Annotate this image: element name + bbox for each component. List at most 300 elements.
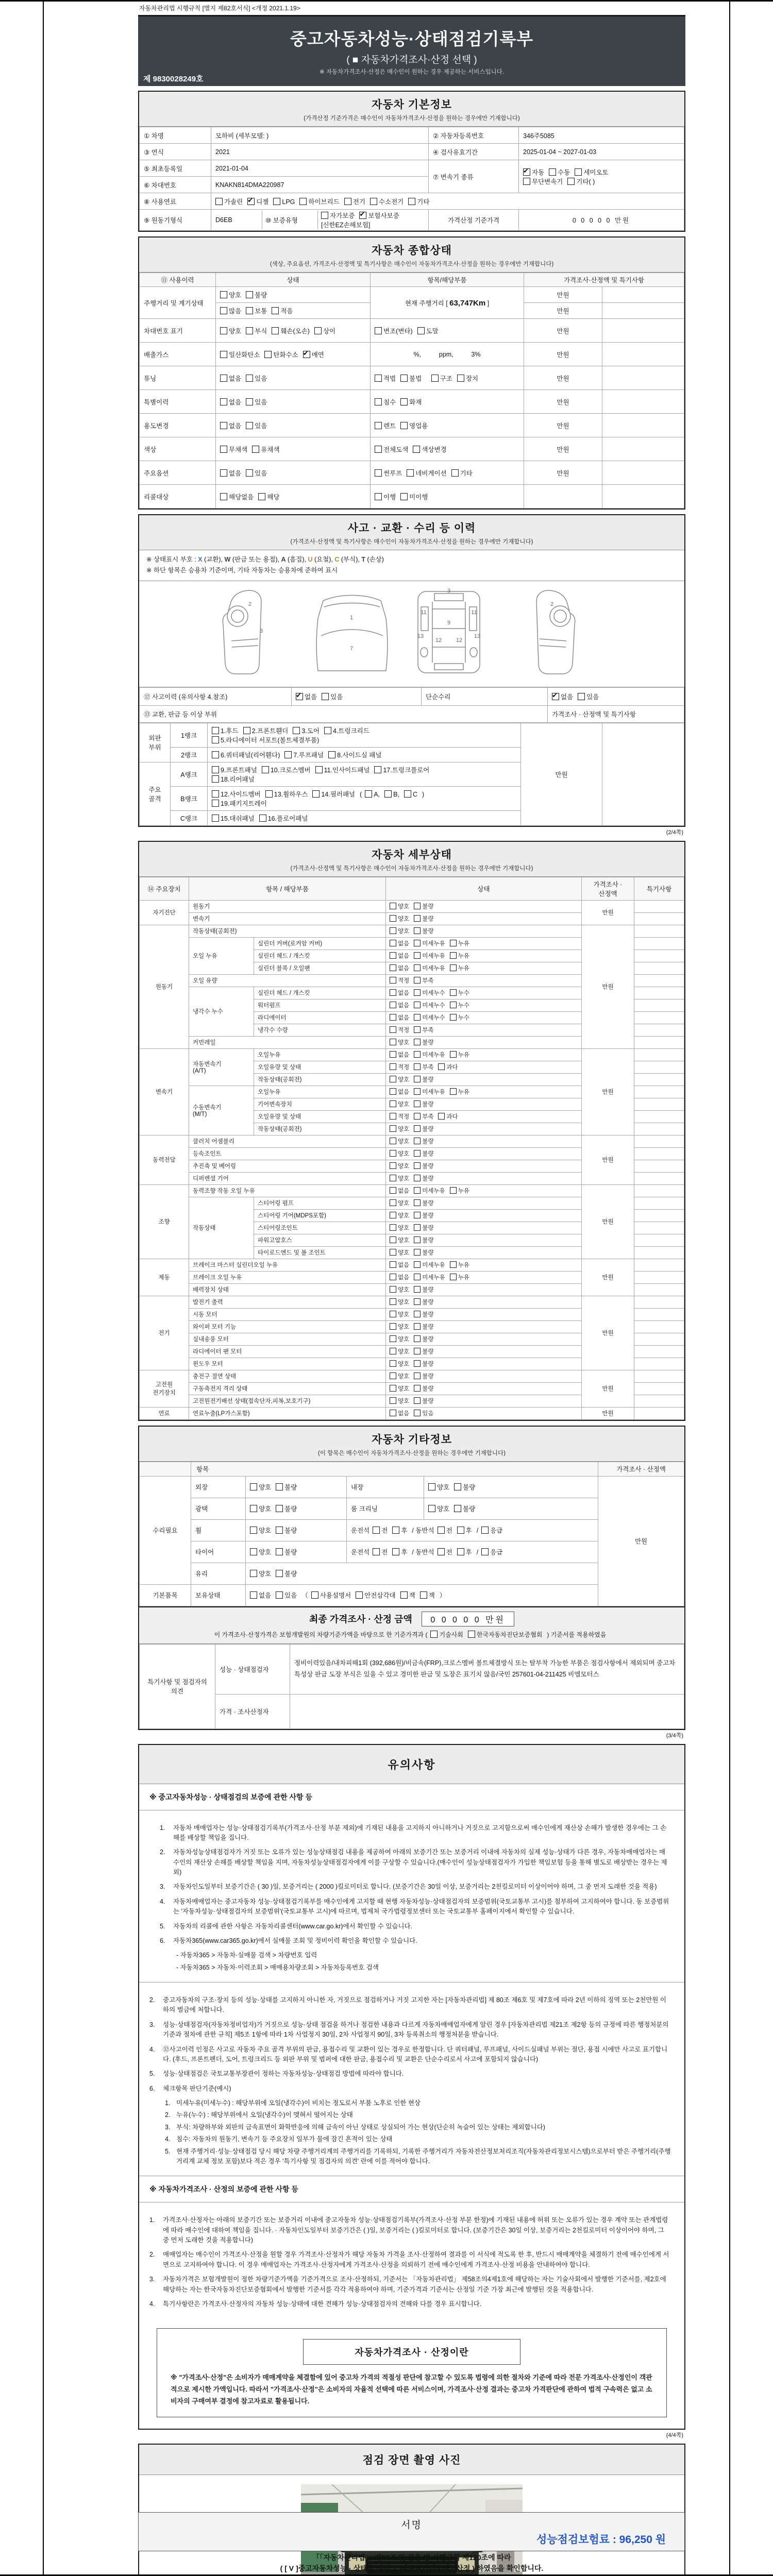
notice-item: 2. 자동차성능상태점검자가 거짓 또는 오류가 있는 성능상태점검 내용을 제공하여 아래의 보증기간 또는 보증거리 이내에 자동차의 실제 성능·상태가 다른 경우, 자동차매매업자는 매수인의 재산상 손해를 배상할 책임을 지며, 자동차성능상태점검자에게 이를 구상할 수 있습니다.(매수인이 성능상태점검자가 가입한 책임보험 등을 통해 별도로 배상받는 경우는 제외) <box>160 1849 667 1876</box>
checkbox[interactable]: 자가보증 <box>321 211 355 220</box>
checkbox[interactable]: 있음 <box>414 1409 433 1417</box>
checkbox[interactable]: 14.필러패널 <box>312 789 355 799</box>
checkbox[interactable]: 훼손(오손) <box>272 326 310 335</box>
checkbox[interactable]: 불량 <box>276 1547 297 1556</box>
checkbox[interactable]: 색상변경 <box>413 445 446 454</box>
checkbox[interactable]: 양호 <box>250 1569 271 1578</box>
checkbox[interactable]: 적법 <box>375 374 396 383</box>
rank-label: C랭크 <box>171 810 208 825</box>
checkbox[interactable]: 있음 <box>322 692 343 701</box>
checkbox[interactable]: 전 <box>373 1547 388 1556</box>
checkbox[interactable]: 누수 <box>450 1001 469 1009</box>
checkbox[interactable]: 불량 <box>414 1372 433 1380</box>
checkbox[interactable]: 전 <box>438 1526 452 1535</box>
checkbox[interactable]: 11.인사이드패널 <box>315 765 370 774</box>
status-code-T: T <box>361 556 365 563</box>
col-price: 가격조사·산정액 및 특기사항 <box>524 273 684 287</box>
checkbox[interactable]: 보통 <box>246 306 267 315</box>
checkbox[interactable]: 불량 <box>276 1526 297 1535</box>
panel-number: 3 <box>447 587 451 594</box>
checkbox[interactable]: 양호 <box>390 1149 409 1158</box>
panel-number: 11 <box>421 609 427 616</box>
rank-label: A랭크 <box>171 762 208 786</box>
checkbox[interactable]: 12.사이드멤버 <box>212 789 261 799</box>
checkbox[interactable]: 양호 <box>390 914 409 923</box>
checkbox[interactable]: 응급 <box>481 1526 502 1535</box>
checkbox[interactable]: 3.도어 <box>293 726 320 735</box>
checkbox[interactable]: 누유 <box>450 939 469 947</box>
checkbox[interactable]: 렌트 <box>375 421 396 430</box>
checkbox[interactable]: 양호 <box>390 1211 409 1219</box>
checkbox[interactable]: 변조(변타) <box>375 326 413 335</box>
checkbox-checked[interactable]: ✔ 디젤 <box>247 197 268 206</box>
note-cell <box>634 974 684 987</box>
checkbox[interactable]: 전기 <box>344 197 365 206</box>
checkbox[interactable]: 불량 <box>276 1482 297 1492</box>
checkbox[interactable]: 13.휠하우스 <box>265 789 308 799</box>
checkbox[interactable]: 양호 <box>390 1384 409 1393</box>
checkbox[interactable]: 누유 <box>450 1261 469 1269</box>
notice-header <box>139 1745 684 1784</box>
checkbox[interactable]: 2.프론트휀더 <box>243 726 289 735</box>
status-code-A: A <box>281 556 286 563</box>
checkbox[interactable]: 후 <box>457 1547 472 1556</box>
checkbox[interactable]: 미이행 <box>400 492 428 501</box>
checkbox[interactable]: 일산화탄소 <box>220 350 260 359</box>
checkbox[interactable]: 1.후드 <box>212 726 239 735</box>
checkbox[interactable]: 미세누수 <box>414 1013 445 1022</box>
checkbox[interactable]: 양호 <box>390 1310 409 1318</box>
checkbox[interactable]: 누유 <box>450 1088 469 1096</box>
note-cell <box>634 950 684 962</box>
checkbox[interactable]: 가솔린 <box>215 197 243 206</box>
checkbox[interactable]: 있음 <box>246 468 267 478</box>
checkbox[interactable]: LPG <box>273 198 295 206</box>
note-cell <box>634 1296 684 1308</box>
checkbox[interactable]: 후 <box>392 1547 407 1556</box>
final-price-band <box>139 1606 684 1644</box>
checkbox-checked[interactable]: ✔자동 <box>523 167 544 177</box>
section-accident-history <box>138 514 685 827</box>
checkbox[interactable]: 양호 <box>390 902 409 910</box>
checkbox[interactable]: 없음 <box>220 468 241 478</box>
checkbox[interactable]: 양호 <box>390 1236 409 1244</box>
note-cell <box>634 937 684 950</box>
checkbox[interactable]: 불량 <box>414 1075 433 1083</box>
checkbox[interactable]: 양호 <box>390 927 409 935</box>
checkbox[interactable]: 없음 <box>390 939 409 947</box>
checkbox-checked[interactable]: ✔ 없음 <box>552 692 573 701</box>
checkbox[interactable]: 양호 <box>390 1125 409 1133</box>
checkbox-checked[interactable]: ✔ 매연 <box>303 350 324 359</box>
checkbox[interactable]: 없음 <box>390 1273 409 1281</box>
checkbox[interactable]: 4.트렁크리드 <box>324 726 369 735</box>
checkbox[interactable]: 부족 <box>414 1063 433 1071</box>
legend-line: ※ 상태표시 부호 : X (교환), W (판금 또는 용접), A (흠집), U (요철), C (부식), T (손상) <box>146 556 384 563</box>
checkbox[interactable]: 불량 <box>414 1248 433 1257</box>
checkbox[interactable]: A, <box>365 790 380 798</box>
checkbox[interactable]: 불량 <box>414 914 433 923</box>
note-cell <box>634 1197 684 1209</box>
checkbox[interactable]: 없음 <box>390 1050 409 1059</box>
notice-item: 4. 특기사항란은 가격조사·산정자의 자동차 성능·상태에 대한 견해가 성능·상태점검자의 견해와 다를 경우 표시합니다. <box>149 2300 482 2308</box>
item-label: 오일 유량 <box>189 974 386 987</box>
status-options <box>386 987 582 999</box>
checkbox[interactable]: 상이 <box>314 326 335 335</box>
checkbox[interactable]: 불량 <box>276 1569 297 1578</box>
checkbox[interactable]: 불량 <box>414 1211 433 1219</box>
checkbox[interactable]: 양호 <box>390 1038 409 1046</box>
panel-group: 주요 골격 <box>140 762 171 825</box>
checkbox[interactable]: 없음 <box>220 421 241 430</box>
checkbox[interactable]: 양호 <box>428 1482 449 1492</box>
checkbox[interactable]: 불량 <box>414 1162 433 1170</box>
checkbox[interactable]: 양호 <box>390 1347 409 1355</box>
checkbox[interactable]: 없음 <box>390 1187 409 1195</box>
checkbox[interactable]: 미세누유 <box>414 1050 445 1059</box>
usage-label: 리콜대상 <box>140 485 216 509</box>
checkbox[interactable]: 8.사이드실 패널 <box>328 750 381 759</box>
checkbox[interactable]: 기술사회 <box>430 1630 463 1639</box>
note-cell <box>634 1407 684 1419</box>
legend-note: ※ 하단 항목은 승용차 기준이며, 기타 자동차는 승용차에 준하여 표시 <box>146 567 338 574</box>
text: 이 가격조사·산정가격은 보험개발원의 차량기준가액을 바탕으로 한 기준가격과 ( <box>214 1631 428 1638</box>
item-options <box>371 390 524 414</box>
checkbox[interactable]: 없음 <box>250 1590 271 1600</box>
text: / 동반석 <box>412 1549 434 1556</box>
checkbox[interactable]: 양호 <box>390 1075 409 1083</box>
checkbox[interactable]: 미세누유 <box>414 1187 445 1195</box>
note-cell <box>634 1024 684 1036</box>
status-options <box>386 1184 582 1197</box>
checkbox[interactable]: 없음 <box>390 952 409 960</box>
checkbox[interactable]: B, <box>384 790 399 798</box>
price-cell: 만원 <box>582 1259 634 1296</box>
status-options <box>386 1135 582 1147</box>
footer-line2: ( [ V ]중고자동차성능 · 상태를 점검, [ ]자동차가격조사 · 산정 ) 하였음을 확인합니다. <box>280 2564 544 2572</box>
repair-group: 수리필요 <box>140 1476 191 1584</box>
checkbox[interactable]: 미세누유 <box>414 964 445 972</box>
checkbox[interactable]: 많음 <box>220 306 241 315</box>
checkbox[interactable]: 양호 <box>390 1360 409 1368</box>
checkbox[interactable]: 미세누유 <box>414 1273 445 1281</box>
checkbox[interactable]: 도말 <box>417 326 439 335</box>
document-number: 제 9830028249호 <box>143 75 204 83</box>
item-label: 고전원전기배선 상태(접속단자,피복,보호기구) <box>189 1395 386 1407</box>
device-group: 변속기 <box>140 1048 189 1135</box>
checkbox[interactable]: 기타 <box>408 197 429 206</box>
checkbox[interactable]: 전 <box>438 1547 452 1556</box>
checkbox[interactable]: 있음 <box>246 374 267 383</box>
checkbox[interactable]: 썬루프 <box>375 468 402 478</box>
checkbox[interactable]: 있음 <box>246 421 267 430</box>
checkbox[interactable]: 불량 <box>414 1384 433 1393</box>
item-options <box>371 319 524 343</box>
checkbox[interactable]: 적정 <box>390 1112 409 1121</box>
checkbox[interactable]: 잭 <box>400 1590 415 1600</box>
checkbox[interactable]: 양호 <box>390 1174 409 1182</box>
checkbox[interactable]: 5.라디에이터 서포트(볼트체결부품) <box>212 735 319 744</box>
checkbox[interactable]: 17.트렁크플로어 <box>374 765 429 774</box>
checkbox[interactable]: 없음 <box>220 374 241 383</box>
checkbox[interactable]: 응급 <box>481 1547 502 1556</box>
checkbox[interactable]: 부족 <box>414 976 433 985</box>
checkbox[interactable]: 없음 <box>220 397 241 406</box>
checkbox[interactable]: 전 <box>373 1526 388 1535</box>
checkbox[interactable]: 사용설명서 <box>311 1590 351 1600</box>
checkbox[interactable]: 18.리어패널 <box>212 774 255 784</box>
checkbox[interactable]: 누유 <box>450 1273 469 1281</box>
item-label: 실린더 블록 / 오일팬 <box>254 962 386 974</box>
checkbox[interactable]: 양호 <box>250 1547 271 1556</box>
checkbox[interactable]: 없음 <box>390 1261 409 1269</box>
wheel <box>227 606 248 626</box>
checkbox[interactable]: 15.대쉬패널 <box>212 814 255 823</box>
checkbox[interactable]: 불량 <box>414 1360 433 1368</box>
checkbox[interactable]: 불량 <box>454 1504 475 1513</box>
section-basic-info <box>138 91 685 232</box>
checkbox[interactable]: 불량 <box>414 1174 433 1182</box>
checkbox[interactable]: 19.패키지트레이 <box>212 799 267 808</box>
text: 운전석 <box>351 1527 370 1534</box>
status-options <box>386 1061 582 1073</box>
status-options <box>386 1110 582 1123</box>
checkbox[interactable]: 이행 <box>375 492 396 501</box>
notice-item: 5. 성능·상태점검은 국토교통부장관이 정하는 자동차성능·상태점검 방법에 따라야 합니다. <box>149 2070 404 2078</box>
price-cell: 만원 <box>582 1370 634 1407</box>
status-options <box>386 1086 582 1098</box>
checkbox[interactable]: 양호 <box>250 1504 271 1513</box>
checkbox[interactable]: 불량 <box>414 1125 433 1133</box>
checkbox[interactable]: 누유 <box>450 964 469 972</box>
checkbox[interactable]: 미세누수 <box>414 989 445 997</box>
checkbox[interactable]: 있음 <box>578 692 599 701</box>
checkbox[interactable]: 불량 <box>414 1285 433 1294</box>
checkbox[interactable]: 기타( ) <box>567 177 595 186</box>
checkbox[interactable]: 해당없음 <box>220 492 254 501</box>
checkbox[interactable]: 불량 <box>414 1397 433 1405</box>
checkbox[interactable]: 양호 <box>390 1100 409 1108</box>
checkbox[interactable]: 양호 <box>390 1224 409 1232</box>
checkbox[interactable]: 양호 <box>428 1504 449 1513</box>
status-options <box>216 319 371 343</box>
status-options <box>386 962 582 974</box>
checkbox[interactable]: 16.플로어패널 <box>259 814 308 823</box>
item-label: 라디에이터 <box>254 1011 386 1024</box>
checkbox[interactable]: 없음 <box>390 1409 409 1417</box>
checkbox[interactable]: 불량 <box>414 1335 433 1343</box>
item-options <box>371 414 524 437</box>
checkbox[interactable]: 누수 <box>450 1013 469 1022</box>
checkbox[interactable]: 없음 <box>390 1013 409 1022</box>
checkbox[interactable]: 미세누수 <box>414 1001 445 1009</box>
rank-options <box>208 810 521 825</box>
checkbox[interactable]: 6.쿼터패널(리어휀다) <box>212 750 280 759</box>
checkbox[interactable]: 양호 <box>250 1526 271 1535</box>
item-label: 워터펌프 <box>254 999 386 1011</box>
checkbox[interactable]: 양호 <box>390 1323 409 1331</box>
engine-label: ⑨ 원동기형식 <box>140 210 211 231</box>
checkbox[interactable]: 수소전기 <box>370 197 404 206</box>
checkbox[interactable]: 과다 <box>438 1112 458 1121</box>
checkbox[interactable]: 영업용 <box>400 421 428 430</box>
checkbox[interactable]: 불량 <box>414 1038 433 1046</box>
usage-label: 용도변경 <box>140 414 216 437</box>
checkbox[interactable]: 불량 <box>414 1100 433 1108</box>
checkbox[interactable]: 기타 <box>451 468 473 478</box>
checkbox[interactable]: 있음 <box>246 397 267 406</box>
checkbox[interactable]: 양호 <box>250 1482 271 1492</box>
checkbox[interactable]: 없음 <box>390 964 409 972</box>
checkbox[interactable]: 9.프론트패널 <box>212 765 257 774</box>
sub-group: 오일 누유 <box>189 937 254 974</box>
signature-section[interactable] <box>138 2512 685 2551</box>
checkbox[interactable]: 불량 <box>414 902 433 910</box>
checkbox[interactable]: 미세누유 <box>414 1088 445 1096</box>
checkbox[interactable]: 양호 <box>390 1397 409 1405</box>
checkbox[interactable]: 적정 <box>390 1063 409 1071</box>
detail-table <box>139 877 684 1420</box>
checkbox[interactable]: 불량 <box>454 1482 475 1492</box>
checkbox-checked[interactable]: ✔ 없음 <box>296 692 317 701</box>
price-cell: 만원 <box>582 1184 634 1259</box>
checkbox[interactable]: 화재 <box>400 397 422 406</box>
seat-pattern <box>347 1519 598 1541</box>
checkbox[interactable]: 하이브리드 <box>299 197 339 206</box>
checkbox[interactable]: 불량 <box>246 290 267 299</box>
usage-label: 특별이력 <box>140 390 216 414</box>
fuel-label: ⑧ 사용연료 <box>140 193 211 210</box>
item-label: 냉각수 수량 <box>254 1024 386 1036</box>
checkbox[interactable]: 없음 <box>390 1088 409 1096</box>
checkbox[interactable]: 불량 <box>414 1347 433 1355</box>
col-device: ⑭ 주요장치 <box>140 877 189 900</box>
inspect-label: ④ 검사유효기간 <box>429 144 519 160</box>
checkbox[interactable]: 유채색 <box>252 445 279 454</box>
checkbox[interactable]: 누유 <box>450 1187 469 1195</box>
checkbox[interactable]: 양호 <box>390 1372 409 1380</box>
item-label: 와이퍼 모터 기능 <box>189 1320 386 1333</box>
checkbox[interactable]: 없음 <box>390 989 409 997</box>
notice-sec3-items <box>139 2202 684 2321</box>
notice-subitem: - 자동차365 > 자동차·실매물 검색 > 차량번호 입력 <box>176 1952 317 1959</box>
checkbox[interactable]: 없음 <box>390 1001 409 1009</box>
item-label: 클러치 어셈블리 <box>189 1135 386 1147</box>
note-cell <box>602 366 684 390</box>
status-options <box>216 437 371 461</box>
checkbox[interactable]: 과다 <box>438 1063 458 1071</box>
checkbox[interactable]: 무채색 <box>220 445 247 454</box>
checkbox[interactable]: 장치 <box>457 374 478 383</box>
checkbox[interactable]: 누수 <box>450 989 469 997</box>
right-item-label: 룸 크리닝 <box>347 1498 424 1519</box>
checkbox[interactable]: 부식 <box>246 326 267 335</box>
checkbox[interactable]: 불량 <box>414 1149 433 1158</box>
note-cell <box>602 414 684 437</box>
checkbox[interactable]: 부족 <box>414 1112 433 1121</box>
checkbox[interactable]: 10.크로스멤버 <box>262 765 311 774</box>
note-cell <box>634 1135 684 1147</box>
detail-header <box>139 842 684 877</box>
checkbox[interactable]: 적정 <box>390 976 409 985</box>
status-options <box>386 1271 582 1283</box>
notice-sec2-items <box>139 1982 684 2176</box>
checkbox[interactable]: 불량 <box>414 1224 433 1232</box>
checkbox[interactable]: 불량 <box>414 1236 433 1244</box>
odometer-cell: 현재 주행거리 [ 63,747Km ] <box>371 287 524 319</box>
price-cell: 만원 <box>524 437 602 461</box>
checkbox[interactable]: 전체도색 <box>375 445 408 454</box>
checkbox[interactable]: 양호 <box>390 1199 409 1207</box>
checkbox[interactable]: 양호 <box>220 326 241 335</box>
checkbox[interactable]: 침수 <box>375 397 396 406</box>
checkbox[interactable]: 네비게이션 <box>407 468 446 478</box>
item-label: 작동상태(공회전) <box>189 925 386 937</box>
checkbox[interactable]: 후 <box>457 1526 472 1535</box>
checkbox[interactable]: 구조 <box>431 374 452 383</box>
checkbox[interactable]: 불량 <box>414 1137 433 1145</box>
checkbox[interactable]: 안전삼각대 <box>356 1590 395 1600</box>
checkbox[interactable]: C <box>404 790 417 798</box>
page-footer <box>138 2552 685 2574</box>
checkbox[interactable]: 잭 <box>420 1590 435 1600</box>
checkbox[interactable]: 세미오토 <box>575 167 608 177</box>
parts-label: ⑬ 교환, 판금 등 이상 부위 <box>140 705 548 722</box>
checkbox-checked[interactable]: ✔ 보험사보증 <box>359 211 399 220</box>
checkbox[interactable]: 미세누유 <box>414 939 445 947</box>
checkbox[interactable]: 무단변속기 <box>523 177 563 186</box>
checkbox[interactable]: 후 <box>392 1526 407 1535</box>
checkbox[interactable]: 있음 <box>276 1590 297 1600</box>
checkbox[interactable]: 양호 <box>390 1285 409 1294</box>
checkbox[interactable]: 적정 <box>390 1026 409 1034</box>
checkbox[interactable]: 양호 <box>390 1335 409 1343</box>
checkbox[interactable]: 불법 <box>400 374 422 383</box>
checkbox[interactable]: 불량 <box>414 1298 433 1306</box>
checkbox[interactable]: 7.루프패널 <box>284 750 324 759</box>
item-label: 오일누유 <box>254 1086 386 1098</box>
checkbox[interactable]: 탄화수소 <box>264 350 298 359</box>
item-label: 충전구 절연 상태 <box>189 1370 386 1382</box>
checkbox[interactable]: 누유 <box>450 952 469 960</box>
notice-item: 4. 자동차매매업자는 중고자동차 성능·상태점검기록부를 매수인에게 고지할 때 현행 자동차성능·상태점검자의 보증범위(국토교통부 고시)를 첨부하여 고지하여야 합니다. 동 보증범위는 '자동차성능·상태점검자의 보증범위'(국토교통부 고시)에 따르며, 법제처 국가법령정보센터 또는 국토교통부 홈페이지에서 확인할 수 있습니다. <box>160 1897 669 1916</box>
seat-pattern <box>347 1541 598 1563</box>
checkbox[interactable]: 한국자동차진단보증협회 <box>468 1630 543 1639</box>
checkbox[interactable]: 적음 <box>272 306 293 315</box>
checkbox[interactable]: 양호 <box>220 290 241 299</box>
checkbox[interactable]: 불량 <box>414 1199 433 1207</box>
checkbox[interactable]: 부족 <box>414 1026 433 1034</box>
checkbox[interactable]: 불량 <box>414 1323 433 1331</box>
item-label: 파워고압호스 <box>254 1234 386 1246</box>
checkbox[interactable]: 불량 <box>414 1310 433 1318</box>
checkbox[interactable]: 양호 <box>390 1248 409 1257</box>
item-label: 보유상태 <box>191 1584 246 1606</box>
notice-item: 6. 자동차365(www.car365.go.kr)에서 실매물 조회 및 정비이력 확인을 확인할 수 있습니다. <box>160 1937 417 1944</box>
checkbox[interactable]: 불량 <box>414 927 433 935</box>
page-title: 중고자동차성능·상태점검기록부 <box>290 29 534 48</box>
checkbox[interactable]: 양호 <box>390 1298 409 1306</box>
checkbox[interactable]: 해당 <box>258 492 279 501</box>
checkbox[interactable]: 미세누유 <box>414 1261 445 1269</box>
checkbox[interactable]: 양호 <box>390 1137 409 1145</box>
checkbox[interactable]: 누유 <box>450 1050 469 1059</box>
checkbox[interactable]: 양호 <box>390 1162 409 1170</box>
checkbox[interactable]: 미세누유 <box>414 952 445 960</box>
checkbox[interactable]: 수동 <box>549 167 570 177</box>
checkbox[interactable]: 불량 <box>276 1504 297 1513</box>
signature-label: 서명 <box>401 2520 422 2531</box>
